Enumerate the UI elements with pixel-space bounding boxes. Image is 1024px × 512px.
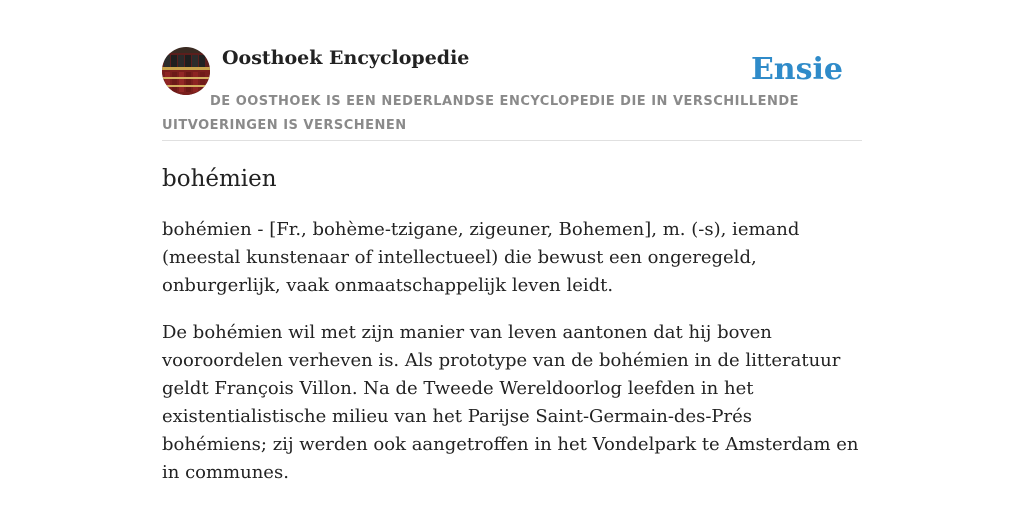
brand-logo[interactable]: Ensie [750, 52, 843, 87]
tagline: DE OOSTHOEK IS EEN NEDERLANDSE ENCYCLOPEDIE DIE IN VERSCHILLENDE UITVOERINGEN IS VERSCHENEN [162, 94, 800, 133]
header [162, 46, 862, 141]
avatar[interactable] [162, 47, 210, 95]
article-term: bohémien [162, 166, 277, 192]
article [162, 160, 862, 506]
article-paragraph-1: bohémien - [Fr., bohème-tzigane, zigeuner, Bohemen], m. (-s), iemand (meestal kunstenaar of intellectueel) die bewust een ongeregeld, onburgerlijk, vaak onmaatschappelijk leven leidt. [162, 219, 800, 296]
book-spines-icon [162, 47, 210, 95]
article-paragraph-2: De bohémien wil met zijn manier van leven aantonen dat hij boven vooroordelen verheven is. Als prototype van de bohémien in de litteratuur geldt François Villon. Na de Tweede Wereldoorlog leefden in het existentialistische milieu van het Parijse Saint-Germain-des-Prés bohémiens; zij werden ook aangetroffen in het Vondelpark te Amsterdam en in communes. [162, 322, 859, 483]
site-title[interactable]: Oosthoek Encyclopedie [222, 47, 470, 69]
